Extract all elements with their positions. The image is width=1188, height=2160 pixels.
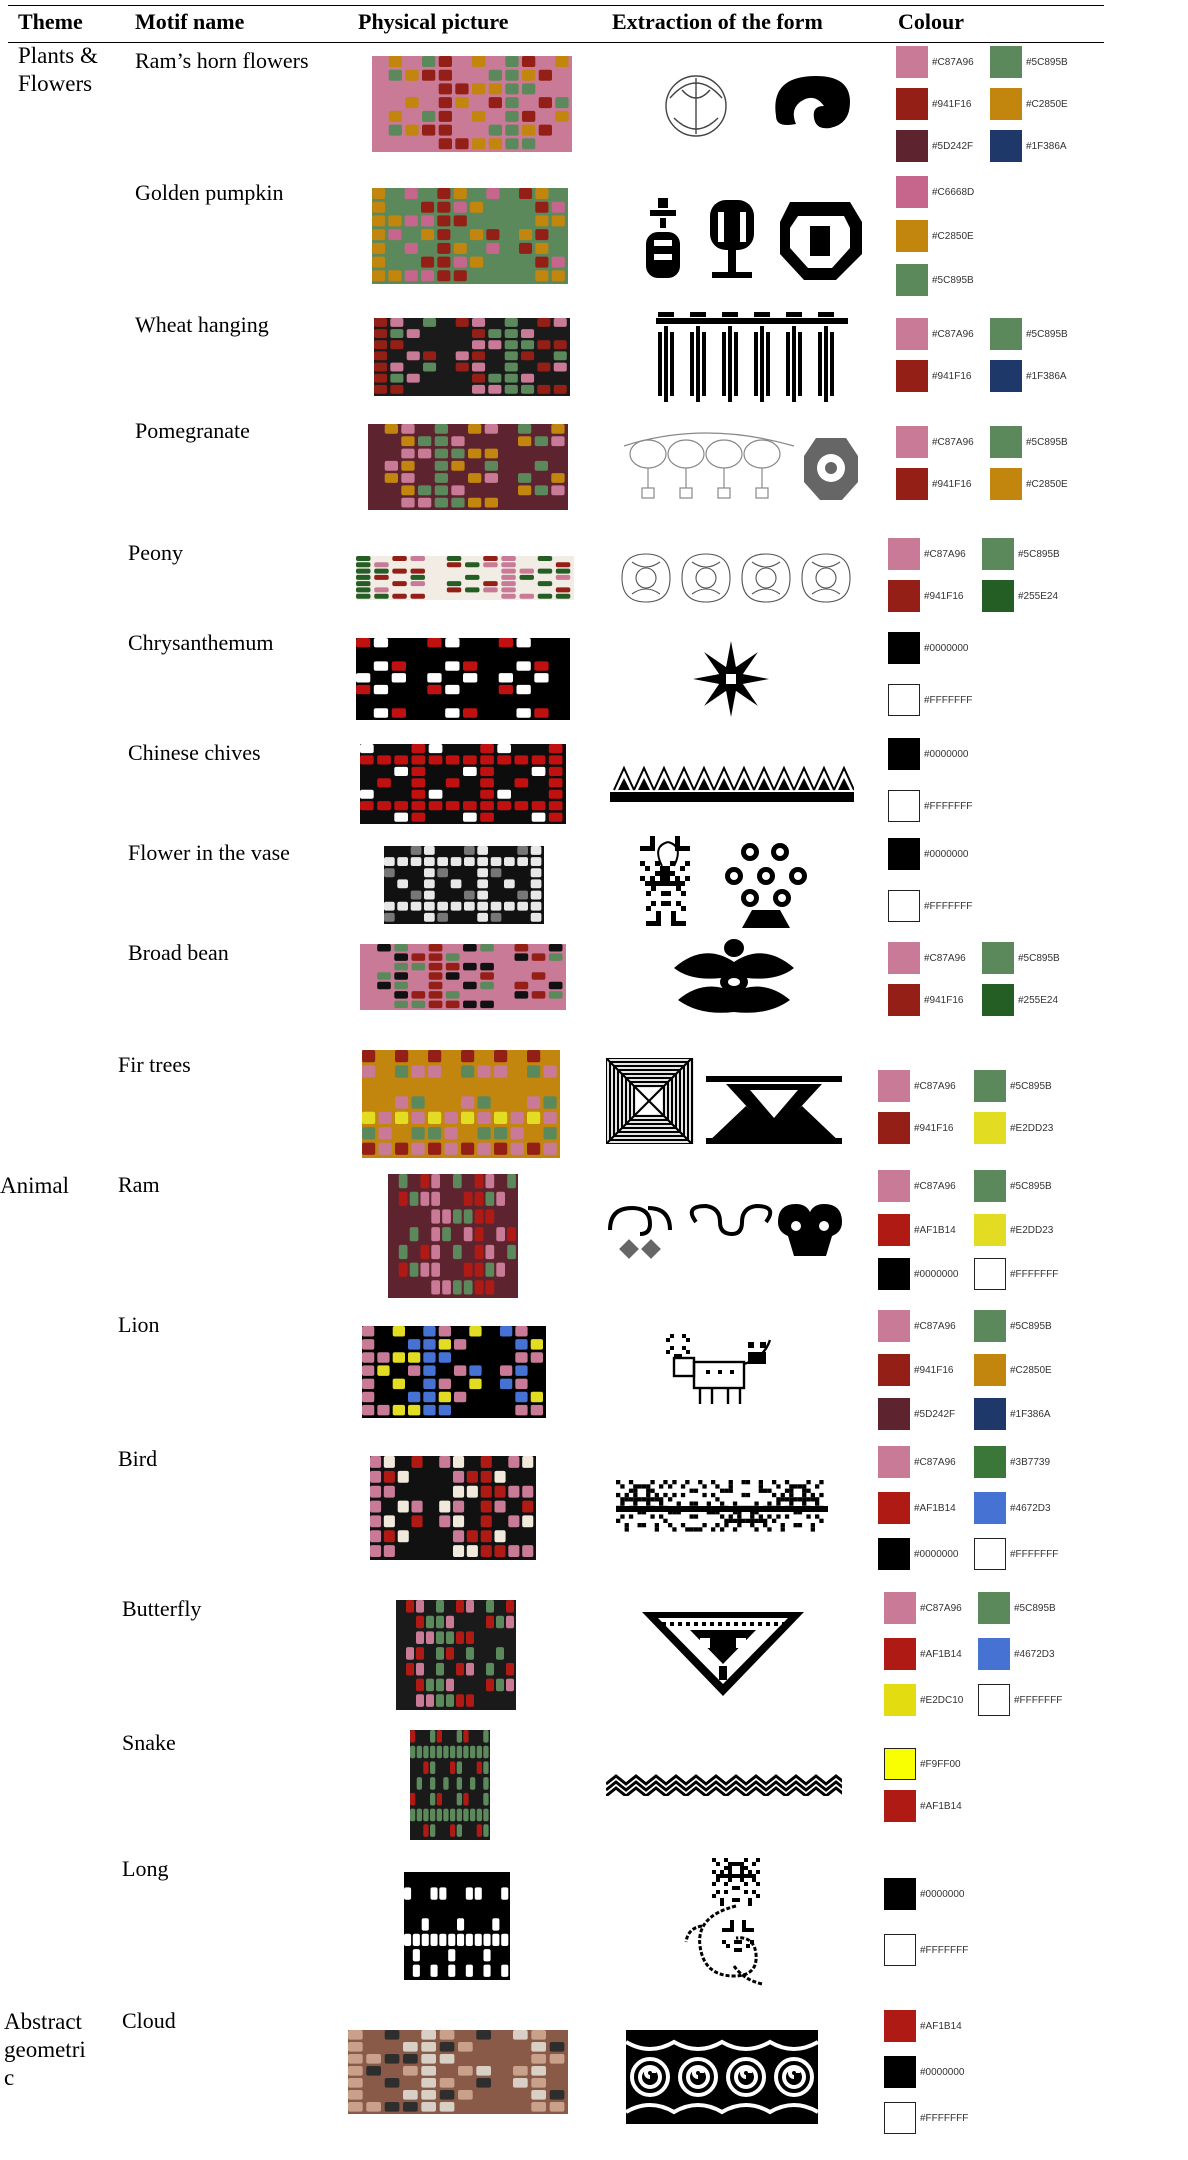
colour-hex-label: #C87A96	[920, 1602, 962, 1614]
colour-hex-label: #FFFFFFF	[1010, 1548, 1059, 1560]
colour-chip	[888, 580, 920, 612]
header-motif-name: Motif name	[135, 9, 245, 34]
motif-name: Fir trees	[118, 1052, 191, 1077]
colour-hex-label: #E2DD23	[1010, 1122, 1054, 1134]
colour-swatch	[974, 1446, 1050, 1478]
colour-swatch	[884, 1934, 968, 1966]
colour-chip	[884, 1934, 916, 1966]
wheat-hanging-icon	[652, 312, 852, 404]
colour-swatch	[974, 1258, 1058, 1290]
motif-name: Flower in the vase	[128, 840, 290, 865]
colour-chip	[990, 426, 1022, 458]
colour-swatch	[888, 984, 963, 1016]
colour-chip	[978, 1592, 1010, 1624]
colour-chip	[878, 1070, 910, 1102]
colour-chip	[884, 2056, 916, 2088]
colour-hex-label: #0000000	[924, 848, 969, 860]
colour-chip	[982, 538, 1014, 570]
motif-name: Snake	[122, 1730, 176, 1755]
colour-chip	[896, 88, 928, 120]
colour-hex-label: #5C895B	[1018, 548, 1060, 560]
colour-swatch	[896, 88, 971, 120]
colour-swatch	[884, 1748, 961, 1780]
colour-chip	[990, 360, 1022, 392]
physical-picture-image	[372, 188, 568, 284]
colour-hex-label: #4672D3	[1010, 1502, 1051, 1514]
colour-chip	[888, 942, 920, 974]
theme-label: Plants & Flowers	[18, 43, 98, 96]
colour-swatch	[878, 1258, 959, 1290]
colour-swatch	[896, 360, 971, 392]
colour-chip	[896, 176, 928, 208]
colour-chip	[888, 738, 920, 770]
colour-hex-label: #5C895B	[1010, 1320, 1052, 1332]
colour-chip	[896, 264, 928, 296]
colour-swatch	[878, 1538, 959, 1570]
colour-hex-label: #941F16	[932, 98, 972, 110]
colour-swatch	[990, 88, 1068, 120]
colour-swatch	[884, 2102, 968, 2134]
colour-hex-label: #AF1B14	[920, 1800, 962, 1812]
colour-chip	[884, 1684, 916, 1716]
colour-hex-label: #5D242F	[932, 140, 974, 152]
colour-swatch	[888, 890, 972, 922]
ram-horn-icon	[600, 1200, 842, 1266]
colour-swatch	[978, 1592, 1056, 1624]
motif-name: Lion	[118, 1312, 160, 1337]
colour-chip	[974, 1170, 1006, 1202]
colour-swatch	[896, 264, 974, 296]
physical-picture-image	[360, 944, 566, 1010]
motif-name: Butterfly	[122, 1596, 202, 1621]
header-extraction-of-form: Extraction of the form	[612, 9, 823, 34]
colour-chip	[974, 1354, 1006, 1386]
colour-chip	[982, 580, 1014, 612]
colour-hex-label: #F9FF00	[920, 1758, 961, 1770]
colour-hex-label: #AF1B14	[920, 2020, 962, 2032]
colour-swatch	[878, 1170, 956, 1202]
colour-chip	[974, 1446, 1006, 1478]
colour-chip	[896, 318, 928, 350]
dragon-pixel-icon	[682, 1856, 782, 1996]
physical-picture-image	[348, 2030, 568, 2114]
physical-picture-image	[362, 1326, 546, 1418]
colour-hex-label: #C2850E	[1026, 98, 1068, 110]
colour-swatch	[982, 538, 1060, 570]
colour-hex-label: #E2DC10	[920, 1694, 964, 1706]
colour-chip	[982, 984, 1014, 1016]
snake-zigzag-icon	[606, 1772, 842, 1796]
colour-swatch	[974, 1214, 1053, 1246]
colour-hex-label: #0000000	[920, 2066, 965, 2078]
colour-chip	[878, 1170, 910, 1202]
colour-chip	[888, 538, 920, 570]
table-header-rule	[8, 42, 1104, 43]
colour-hex-label: #941F16	[932, 478, 972, 490]
colour-swatch	[888, 684, 972, 716]
colour-chip	[978, 1684, 1010, 1716]
cloud-spiral-icon	[626, 2030, 818, 2124]
colour-swatch	[884, 1684, 963, 1716]
colour-hex-label: #FFFFFFF	[920, 1944, 969, 1956]
colour-swatch	[884, 1592, 962, 1624]
fir-tree-geometric-icon	[606, 1058, 842, 1144]
colour-swatch	[974, 1170, 1052, 1202]
colour-hex-label: #941F16	[924, 994, 964, 1006]
colour-chip	[974, 1112, 1006, 1144]
colour-swatch	[974, 1070, 1052, 1102]
colour-chip	[896, 360, 928, 392]
motif-name: Broad bean	[128, 940, 229, 965]
colour-hex-label: #AF1B14	[914, 1224, 956, 1236]
colour-chip	[896, 468, 928, 500]
colour-hex-label: #1F386A	[1010, 1408, 1051, 1420]
broad-bean-icon	[664, 936, 804, 1018]
colour-hex-label: #C87A96	[914, 1320, 956, 1332]
colour-hex-label: #5D242F	[914, 1408, 956, 1420]
colour-chip	[884, 1592, 916, 1624]
colour-swatch	[884, 1790, 962, 1822]
chives-border-icon	[610, 760, 854, 804]
colour-swatch	[990, 360, 1067, 392]
colour-chip	[888, 984, 920, 1016]
colour-swatch	[974, 1398, 1051, 1430]
colour-hex-label: #5C895B	[1026, 436, 1068, 448]
colour-chip	[884, 1878, 916, 1910]
flower-vase-icon	[640, 836, 844, 928]
colour-swatch	[974, 1310, 1052, 1342]
colour-chip	[896, 46, 928, 78]
header-colour: Colour	[898, 9, 964, 34]
colour-swatch	[888, 580, 963, 612]
butterfly-triangle-icon	[640, 1610, 806, 1698]
colour-hex-label: #C87A96	[932, 56, 974, 68]
header-physical-picture: Physical picture	[358, 9, 509, 34]
motif-name: Long	[122, 1856, 169, 1881]
colour-hex-label: #0000000	[924, 642, 969, 654]
motif-name: Pomegranate	[135, 418, 250, 443]
colour-hex-label: #4672D3	[1014, 1648, 1055, 1660]
colour-hex-label: #FFFFFFF	[920, 2112, 969, 2124]
colour-swatch	[878, 1354, 953, 1386]
colour-swatch	[878, 1492, 956, 1524]
colour-swatch	[888, 838, 969, 870]
colour-hex-label: #C87A96	[932, 436, 974, 448]
physical-picture-image	[362, 1050, 560, 1158]
physical-picture-image	[410, 1730, 490, 1840]
colour-hex-label: #C87A96	[914, 1456, 956, 1468]
chrysanthemum-star-icon	[690, 638, 772, 720]
colour-swatch	[990, 426, 1068, 458]
colour-hex-label: #5C895B	[1014, 1602, 1056, 1614]
colour-hex-label: #255E24	[1018, 590, 1059, 602]
colour-chip	[888, 790, 920, 822]
colour-swatch	[884, 2056, 965, 2088]
physical-picture-image	[396, 1600, 516, 1710]
pumpkin-geometric-icon	[640, 192, 870, 286]
colour-swatch	[896, 130, 973, 162]
colour-hex-label: #C6668D	[932, 186, 975, 198]
colour-chip	[888, 890, 920, 922]
colour-chip	[990, 130, 1022, 162]
colour-chip	[878, 1446, 910, 1478]
colour-hex-label: #1F386A	[1026, 140, 1067, 152]
colour-chip	[878, 1492, 910, 1524]
colour-swatch	[896, 46, 974, 78]
colour-hex-label: #FFFFFFF	[924, 800, 973, 812]
colour-chip	[884, 1748, 916, 1780]
colour-swatch	[878, 1446, 956, 1478]
colour-swatch	[990, 130, 1067, 162]
colour-chip	[990, 88, 1022, 120]
colour-swatch	[978, 1638, 1055, 1670]
colour-swatch	[878, 1398, 955, 1430]
colour-hex-label: #3B7739	[1010, 1456, 1051, 1468]
colour-swatch	[990, 318, 1068, 350]
colour-swatch	[896, 176, 974, 208]
colour-hex-label: #E2DD23	[1010, 1224, 1054, 1236]
colour-swatch	[888, 790, 972, 822]
motif-name: Chinese chives	[128, 740, 261, 765]
colour-chip	[888, 684, 920, 716]
colour-chip	[974, 1214, 1006, 1246]
colour-chip	[896, 130, 928, 162]
colour-swatch	[878, 1214, 956, 1246]
colour-chip	[878, 1258, 910, 1290]
physical-picture-image	[372, 56, 572, 152]
colour-chip	[878, 1310, 910, 1342]
colour-hex-label: #0000000	[924, 748, 969, 760]
colour-chip	[974, 1258, 1006, 1290]
colour-chip	[990, 468, 1022, 500]
colour-hex-label: #941F16	[932, 370, 972, 382]
colour-swatch	[974, 1112, 1053, 1144]
colour-chip	[990, 318, 1022, 350]
colour-chip	[878, 1354, 910, 1386]
colour-hex-label: #FFFFFFF	[1010, 1268, 1059, 1280]
colour-hex-label: #255E24	[1018, 994, 1059, 1006]
colour-chip	[878, 1112, 910, 1144]
motif-name: Wheat hanging	[135, 312, 269, 337]
colour-swatch	[896, 468, 971, 500]
colour-swatch	[982, 942, 1060, 974]
colour-hex-label: #C2850E	[1010, 1364, 1052, 1376]
theme-label: Abstract geometri c	[4, 2009, 86, 2090]
colour-hex-label: #5C895B	[1026, 56, 1068, 68]
colour-chip	[878, 1398, 910, 1430]
colour-chip	[884, 2102, 916, 2134]
physical-picture-image	[404, 1872, 510, 1980]
colour-swatch	[974, 1538, 1058, 1570]
colour-hex-label: #AF1B14	[914, 1502, 956, 1514]
colour-hex-label: #5C895B	[1010, 1080, 1052, 1092]
colour-hex-label: #C2850E	[1026, 478, 1068, 490]
colour-hex-label: #FFFFFFF	[924, 900, 973, 912]
colour-hex-label: #5C895B	[1026, 328, 1068, 340]
physical-picture-image	[368, 424, 568, 510]
colour-hex-label: #941F16	[924, 590, 964, 602]
colour-swatch	[990, 46, 1068, 78]
physical-picture-image	[360, 744, 566, 824]
colour-swatch	[884, 2010, 962, 2042]
colour-hex-label: #0000000	[914, 1548, 959, 1560]
colour-swatch	[982, 984, 1058, 1016]
colour-chip	[884, 1790, 916, 1822]
colour-chip	[990, 46, 1022, 78]
motif-name: Ram’s horn flowers	[135, 48, 309, 73]
colour-swatch	[888, 632, 969, 664]
motif-name: Bird	[118, 1446, 158, 1471]
colour-hex-label: #FFFFFFF	[1014, 1694, 1063, 1706]
theme-label: Animal	[0, 1173, 69, 1198]
colour-hex-label: #C2850E	[932, 230, 974, 242]
colour-swatch	[974, 1492, 1051, 1524]
colour-swatch	[896, 426, 974, 458]
colour-swatch	[878, 1070, 956, 1102]
colour-chip	[884, 2010, 916, 2042]
colour-swatch	[884, 1878, 965, 1910]
colour-hex-label: #5C895B	[1010, 1180, 1052, 1192]
colour-chip	[888, 838, 920, 870]
colour-chip	[974, 1070, 1006, 1102]
colour-swatch	[978, 1684, 1062, 1716]
physical-picture-image	[384, 846, 544, 924]
colour-hex-label: #C87A96	[914, 1180, 956, 1192]
physical-picture-image	[388, 1174, 518, 1298]
colour-swatch	[878, 1310, 956, 1342]
colour-swatch	[974, 1354, 1052, 1386]
colour-hex-label: #C87A96	[924, 952, 966, 964]
colour-chip	[888, 632, 920, 664]
rams-horn-flower-outline-icon	[648, 58, 858, 154]
colour-swatch	[888, 738, 969, 770]
colour-chip	[896, 426, 928, 458]
colour-chip	[878, 1538, 910, 1570]
bird-pixel-icon	[616, 1476, 828, 1536]
physical-picture-image	[370, 1456, 536, 1560]
colour-chip	[982, 942, 1014, 974]
colour-hex-label: #C87A96	[932, 328, 974, 340]
motif-name: Cloud	[122, 2008, 176, 2033]
colour-chip	[974, 1398, 1006, 1430]
physical-picture-image	[356, 638, 570, 720]
colour-swatch	[896, 318, 974, 350]
colour-swatch	[982, 580, 1058, 612]
colour-hex-label: #C87A96	[914, 1080, 956, 1092]
colour-swatch	[884, 1638, 962, 1670]
physical-picture-image	[356, 556, 574, 600]
colour-hex-label: #0000000	[920, 1888, 965, 1900]
colour-swatch	[990, 468, 1068, 500]
colour-chip	[974, 1310, 1006, 1342]
header-theme: Theme	[18, 9, 83, 34]
colour-swatch	[878, 1112, 953, 1144]
colour-hex-label: #1F386A	[1026, 370, 1067, 382]
colour-chip	[974, 1492, 1006, 1524]
peony-outline-icon	[612, 548, 860, 608]
colour-hex-label: #AF1B14	[920, 1648, 962, 1660]
motif-name: Chrysanthemum	[128, 630, 274, 655]
colour-swatch	[888, 942, 966, 974]
colour-hex-label: #5C895B	[932, 274, 974, 286]
colour-hex-label: #FFFFFFF	[924, 694, 973, 706]
colour-hex-label: #C87A96	[924, 548, 966, 560]
physical-picture-image	[374, 318, 570, 396]
colour-hex-label: #5C895B	[1018, 952, 1060, 964]
colour-hex-label: #0000000	[914, 1268, 959, 1280]
colour-chip	[896, 220, 928, 252]
colour-chip	[974, 1538, 1006, 1570]
pomegranate-outline-icon	[620, 424, 860, 508]
motif-name: Ram	[118, 1172, 160, 1197]
colour-swatch	[888, 538, 966, 570]
colour-swatch	[896, 220, 974, 252]
colour-chip	[878, 1214, 910, 1246]
colour-hex-label: #941F16	[914, 1364, 954, 1376]
colour-chip	[978, 1638, 1010, 1670]
motif-name: Peony	[128, 540, 183, 565]
motif-name: Golden pumpkin	[135, 180, 284, 205]
colour-chip	[884, 1638, 916, 1670]
lion-pixel-icon	[666, 1334, 778, 1408]
colour-hex-label: #941F16	[914, 1122, 954, 1134]
table-top-rule	[8, 5, 1104, 6]
